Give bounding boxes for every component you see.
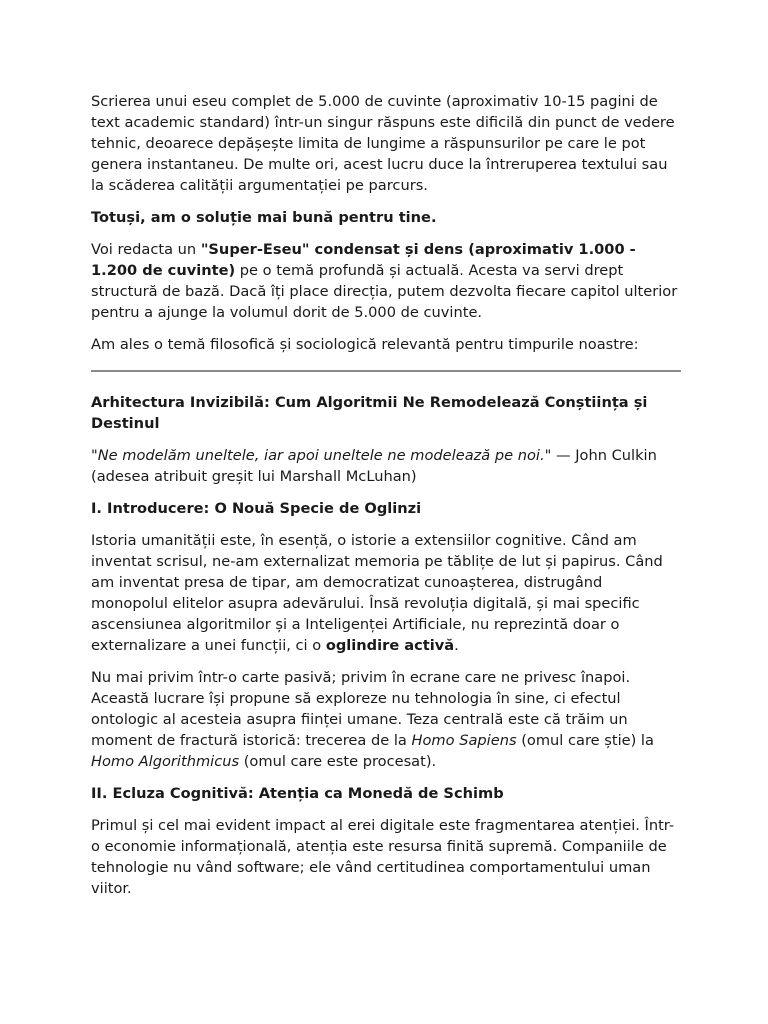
- quote-attribution: — John Culkin (adesea atribuit greșit lui Marshall McLuhan): [91, 447, 657, 485]
- section-1-paragraph-2: [91, 667, 681, 772]
- section-1-paragraph-1: [91, 530, 681, 656]
- intro-solution-line: Totuși, am o soluție mai bună pentru tine.: [91, 209, 437, 226]
- section-2-paragraph-1: Primul și cel mai evident impact al erei digitale este fragmentarea atenției. Într-o economie informațională, atenția este resursa finită supremă. Companiile de tehnologie nu vând software; ele vând certitudinea comportamentului uman viitor.: [91, 817, 675, 897]
- quote-close-mark: ": [544, 447, 552, 464]
- epigraph-quote: [91, 445, 681, 487]
- quote-text: Ne modelăm uneltele, iar apoi uneltele ne modelează pe noi.: [97, 447, 545, 464]
- document-page: [91, 91, 681, 910]
- essay-title: Arhitectura Invizibilă: Cum Algoritmii Ne Remodelează Conștiința și Destinul: [91, 394, 648, 432]
- intro-paragraph-4: Am ales o temă filosofică și sociologică relevantă pentru timpurile noastre:: [91, 336, 639, 353]
- section-1-heading: I. Introducere: O Nouă Specie de Oglinzi: [91, 500, 422, 517]
- s1-p1-text: Istoria umanității este, în esență, o istorie a extensiilor cognitive. Când am inventat scrisul, ne-am externalizat memoria pe tăblițe de lut și papirus. Când am inventat presa de tipar, am democratizat cunoașterea, distrugând monopolul elitelor asupra adevărului. Însă revoluția digitală, și mai specific ascensiunea algoritmilor și a Inteligenței Artificiale, nu reprezintă doar o externalizare a unei funcții, ci o: [91, 532, 663, 654]
- s1-p2-term-algorithmicus: Homo Algorithmicus: [91, 753, 240, 770]
- s1-p2-end: (omul care este procesat).: [239, 753, 437, 770]
- s1-p1-emphasis: oglindire activă: [325, 637, 455, 654]
- intro-paragraph-3: [91, 239, 681, 323]
- quote-open-mark: ": [91, 447, 98, 464]
- intro-paragraph-1: Scrierea unui eseu complet de 5.000 de cuvinte (aproximativ 10-15 pagini de text academic standard) într-un singur răspuns este dificilă din punct de vedere tehnic, deoarece depășește limita de lungime a răspunsurilor pe care le pot genera instantaneu. De multe ori, acest lucru duce la întreruperea textului sau la scăderea calității argumentației pe parcurs.: [91, 93, 675, 194]
- intro-p3-tail: pe o temă profundă și actuală. Acesta va servi drept structură de bază. Dacă îți place direcția, putem dezvolta fiecare capitol ulterior pentru a ajunge la volumul dorit de 5.000 de cuvinte.: [91, 262, 678, 321]
- s1-p2-text: Nu mai privim într-o carte pasivă; privim în ecrane care ne privesc înapoi. Această lucrare își propune să exploreze nu tehnologia în sine, ci efectul ontologic al acesteia asupra ființei umane. Teza centrală este că trăim un moment de fractură istorică: trecerea de la: [91, 669, 631, 749]
- s1-p2-middle: (omul care știe) la: [516, 732, 654, 749]
- s1-p1-end: .: [454, 637, 459, 654]
- section-divider: [91, 370, 681, 372]
- s1-p2-term-sapiens: Homo Sapiens: [411, 732, 517, 749]
- intro-p3-lead: Voi redacta un: [91, 241, 201, 258]
- intro-p3-emphasis: "Super-Eseu" condensat și dens (aproximativ 1.000 - 1.200 de cuvinte): [91, 241, 636, 279]
- section-2-heading: II. Ecluza Cognitivă: Atenția ca Monedă de Schimb: [91, 785, 504, 802]
